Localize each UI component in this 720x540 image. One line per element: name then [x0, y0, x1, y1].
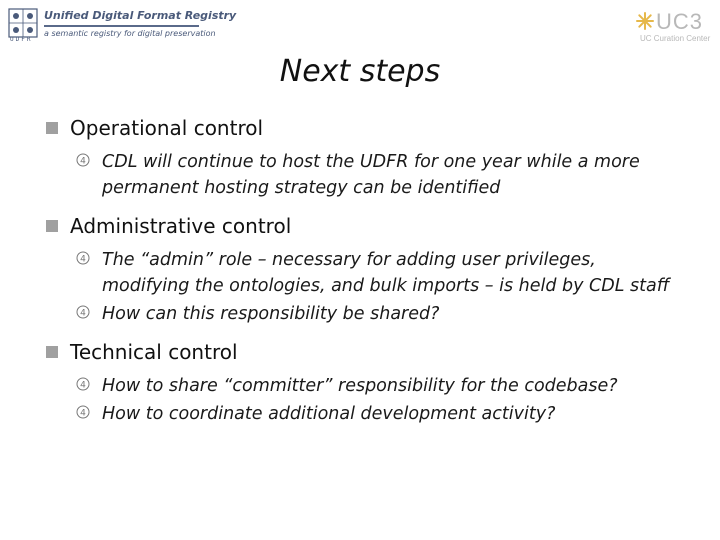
uc3-logo [636, 9, 712, 45]
list-item-text: CDL will continue to host the UDFR for one year while a more permanent hosting strategy can be identified [102, 152, 640, 198]
list-item-text: The “admin” role – necessary for adding user privileges, modifying the ontologies, and bulk imports – is held by CDL staff [102, 250, 670, 296]
header-rule [44, 25, 199, 27]
logo-letters: UDFR [10, 36, 33, 43]
svg-text:4: 4 [80, 408, 86, 419]
sub-list [76, 373, 706, 427]
bullet-list [46, 113, 706, 437]
square-bullet-icon [46, 220, 58, 232]
sub-list [76, 247, 706, 327]
registry-subtitle: a semantic registry for digital preservation [44, 29, 216, 38]
section-label: Operational control [70, 116, 264, 140]
list-item [76, 401, 706, 427]
circled-four-icon [76, 305, 90, 319]
square-bullet-icon [46, 346, 58, 358]
section-administrative [46, 211, 706, 327]
section-label: Technical control [70, 340, 238, 364]
circled-four-icon [76, 153, 90, 167]
svg-text:4: 4 [80, 254, 86, 265]
list-item [76, 301, 706, 327]
circled-four-icon [76, 251, 90, 265]
partner-subtitle: UC Curation Center [640, 34, 711, 43]
sub-list [76, 149, 706, 201]
svg-text:4: 4 [80, 380, 86, 391]
list-item [76, 373, 706, 399]
svg-text:4: 4 [80, 308, 86, 319]
page-title: Next steps [279, 54, 441, 89]
svg-text:4: 4 [80, 156, 86, 167]
square-bullet-icon [46, 122, 58, 134]
circled-four-icon [76, 405, 90, 419]
circled-four-icon [76, 377, 90, 391]
registry-header [44, 9, 237, 38]
section-operational [46, 113, 706, 201]
list-item-text: How can this responsibility be shared? [102, 304, 440, 324]
list-item [76, 149, 706, 201]
registry-title: Unified Digital Format Registry [44, 9, 237, 22]
uc3-sunburst-icon [636, 12, 654, 30]
section-technical [46, 337, 706, 427]
list-item-text: How to coordinate additional development activity? [102, 404, 556, 424]
section-label: Administrative control [70, 214, 292, 238]
partner-name: UC3 [656, 9, 704, 34]
list-item-text: How to share “committer” responsibility for the codebase? [102, 376, 618, 396]
list-item [76, 247, 706, 299]
